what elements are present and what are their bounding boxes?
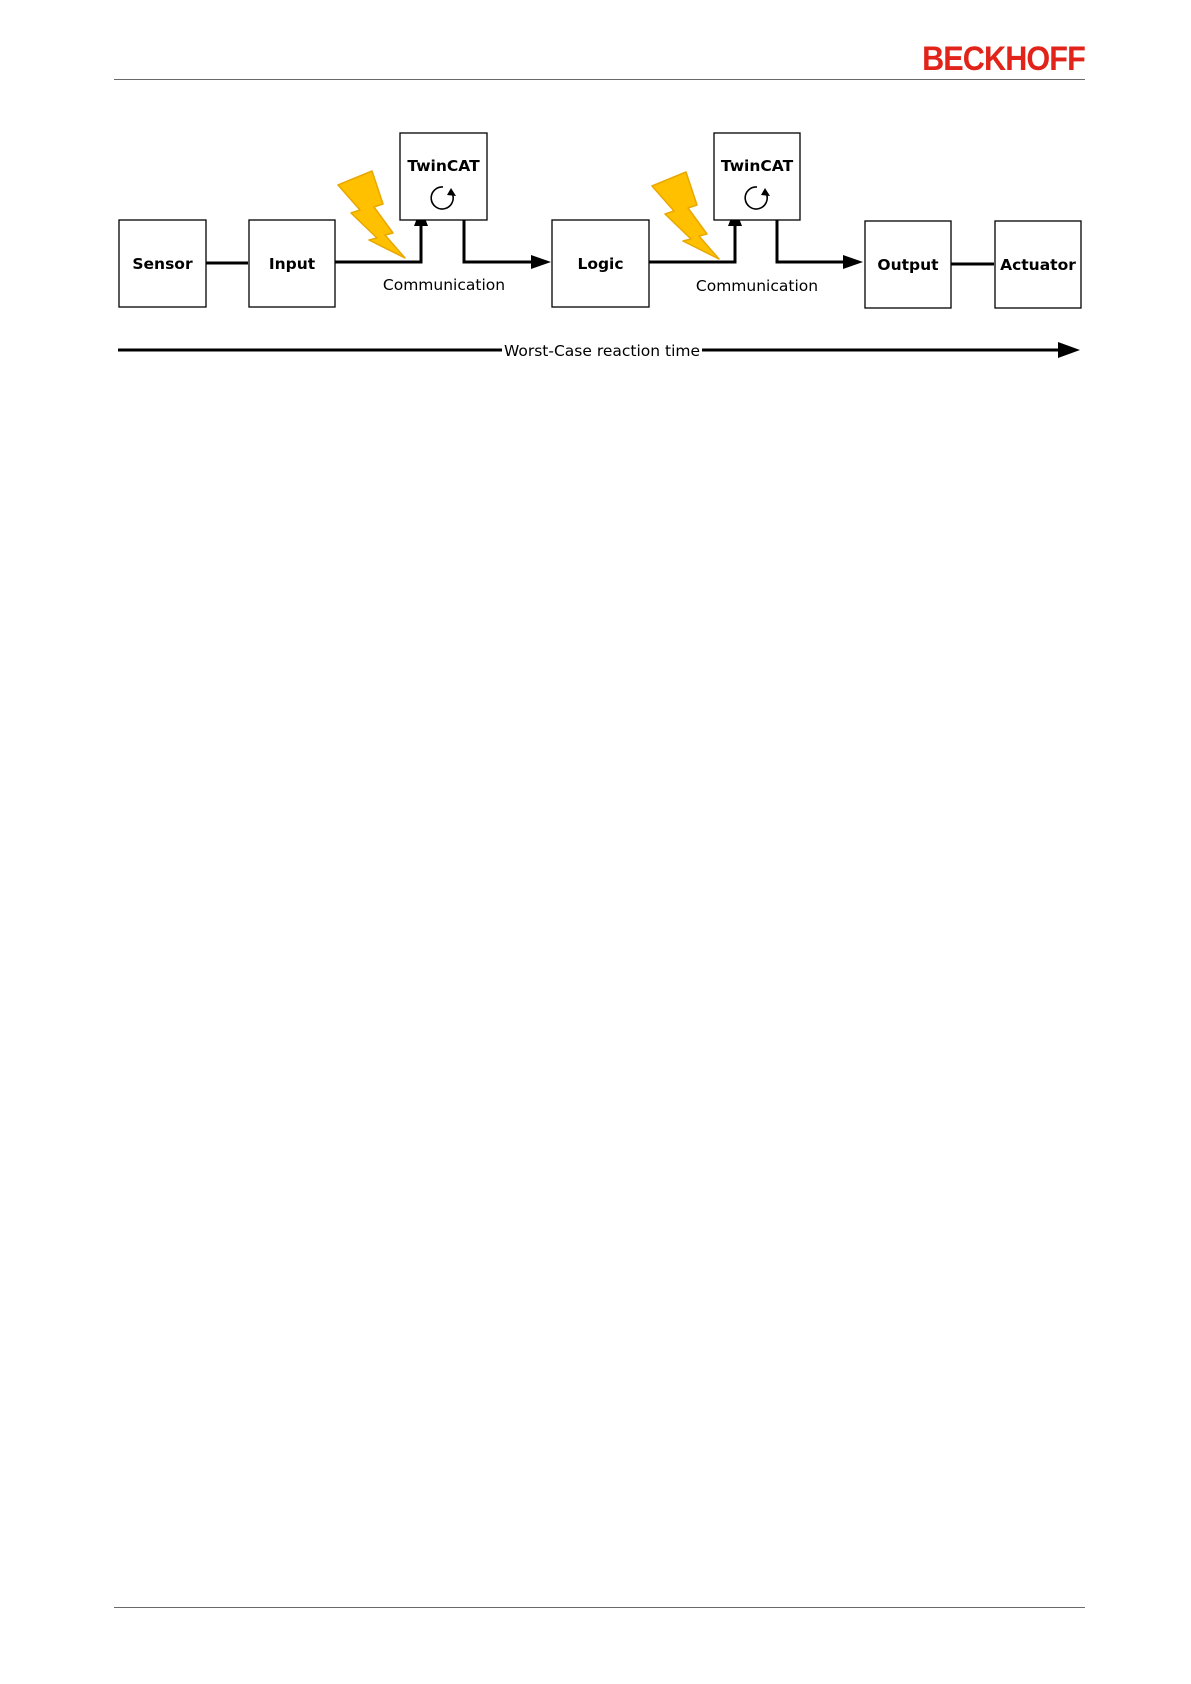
reaction-time-diagram xyxy=(0,0,1191,420)
block-twincat-2 xyxy=(714,133,800,220)
communication-label-2: Communication xyxy=(695,277,819,295)
block-logic xyxy=(552,220,649,307)
block-logic-label: Logic xyxy=(577,255,624,273)
block-twincat-1-label: TwinCAT xyxy=(407,157,480,175)
block-output xyxy=(865,221,951,308)
lightning-icon xyxy=(338,171,405,258)
arrowhead-logic xyxy=(531,255,551,269)
communication-label-1: Communication xyxy=(382,276,506,294)
beckhoff-logo: BECKHOFF xyxy=(922,40,1085,78)
reaction-time-label: Worst-Case reaction time xyxy=(503,342,701,360)
block-input-label: Input xyxy=(268,255,316,273)
block-twincat-1 xyxy=(400,133,487,220)
block-sensor-label: Sensor xyxy=(132,255,193,273)
block-actuator xyxy=(995,221,1081,308)
arrowhead-reaction-time xyxy=(1058,342,1080,358)
block-sensor xyxy=(119,220,206,307)
footer-rule xyxy=(114,1607,1085,1608)
twincat2-to-output-arrow xyxy=(777,220,857,262)
lightning-icon xyxy=(652,172,719,259)
block-twincat-2-label: TwinCAT xyxy=(720,157,794,175)
block-actuator-label: Actuator xyxy=(1000,256,1076,274)
block-output-label: Output xyxy=(877,256,939,274)
arrowhead-output xyxy=(843,255,863,269)
block-input xyxy=(249,220,335,307)
